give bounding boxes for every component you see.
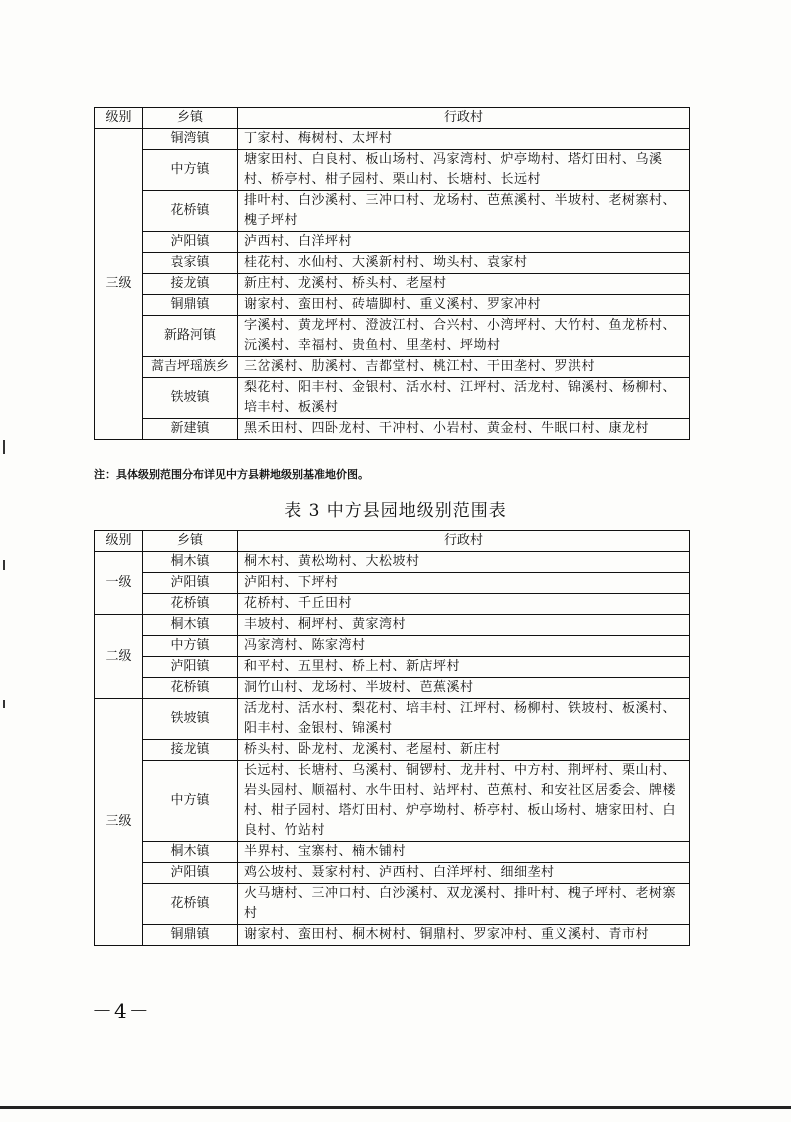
villages-cell: 塘家田村、白良村、板山场村、冯家湾村、炉亭坳村、塔灯田村、乌溪村、桥亭村、柑子园村、栗山村、长塘村、长远村	[238, 150, 690, 191]
town-cell: 袁家镇	[143, 253, 238, 274]
table-row	[95, 863, 690, 884]
town-cell: 桐木镇	[143, 615, 238, 636]
table-row	[95, 678, 690, 699]
villages-cell: 梨花村、阳丰村、金银村、活水村、江坪村、活龙村、锦溪村、杨柳村、培丰村、板溪村	[238, 378, 690, 419]
scan-speck	[3, 560, 5, 570]
table-row	[95, 636, 690, 657]
table-row	[95, 573, 690, 594]
header-level: 级别	[95, 531, 143, 552]
table-row	[95, 615, 690, 636]
table-row	[95, 552, 690, 573]
table-row	[95, 150, 690, 191]
table-row	[95, 232, 690, 253]
villages-cell: 三岔溪村、肋溪村、吉都堂村、桃江村、干田垄村、罗洪村	[238, 357, 690, 378]
villages-cell: 洞竹山村、龙场村、半坡村、芭蕉溪村	[238, 678, 690, 699]
town-cell: 新路河镇	[143, 316, 238, 357]
town-cell: 接龙镇	[143, 740, 238, 761]
town-cell: 泸阳镇	[143, 657, 238, 678]
villages-cell: 丁家村、梅树村、太坪村	[238, 129, 690, 150]
table-row	[95, 419, 690, 440]
header-town: 乡镇	[143, 531, 238, 552]
town-cell: 中方镇	[143, 636, 238, 657]
town-cell: 铁坡镇	[143, 699, 238, 740]
town-cell: 中方镇	[143, 150, 238, 191]
table-row	[95, 699, 690, 740]
town-cell: 泸阳镇	[143, 863, 238, 884]
town-cell: 铜湾镇	[143, 129, 238, 150]
villages-cell: 活龙村、活水村、梨花村、培丰村、江坪村、杨柳村、铁坡村、板溪村、阳丰村、金银村、锦溪村	[238, 699, 690, 740]
villages-cell: 黑禾田村、四卧龙村、干冲村、小岩村、黄金村、牛眠口村、康龙村	[238, 419, 690, 440]
table-row	[95, 274, 690, 295]
villages-cell: 长远村、长塘村、乌溪村、铜锣村、龙井村、中方村、荆坪村、栗山村、岩头园村、顺福村、水牛田村、站坪村、芭蕉村、和安社区居委会、牌楼村、柑子园村、塔灯田村、炉亭坳村、桥亭村、板山场村、塘家田村、白良村、竹站村	[238, 761, 690, 842]
town-cell: 桐木镇	[143, 552, 238, 573]
header-villages: 行政村	[238, 531, 690, 552]
town-cell: 接龙镇	[143, 274, 238, 295]
villages-cell: 桐木村、黄松坳村、大松坡村	[238, 552, 690, 573]
town-cell: 中方镇	[143, 761, 238, 842]
villages-cell: 字溪村、黄龙坪村、澄波江村、合兴村、小湾坪村、大竹村、鱼龙桥村、沅溪村、幸福村、贵鱼村、里垄村、坪坳村	[238, 316, 690, 357]
town-cell: 泸阳镇	[143, 573, 238, 594]
table-3-orchard-level-range	[94, 530, 690, 946]
table-row	[95, 191, 690, 232]
table-3-caption: 表 3 中方县园地级别范围表	[284, 501, 507, 521]
table-note: 注：具体级别范围分布详见中方县耕地级别基准地价图。	[94, 468, 369, 481]
level-cell: 三级	[95, 699, 143, 946]
level-cell: 一级	[95, 552, 143, 615]
table-row	[95, 253, 690, 274]
villages-cell: 谢家村、蛮田村、砖墙脚村、重义溪村、罗家冲村	[238, 295, 690, 316]
header-level: 级别	[95, 108, 143, 129]
town-cell: 桐木镇	[143, 842, 238, 863]
town-cell: 泸阳镇	[143, 232, 238, 253]
villages-cell: 鸡公坡村、聂家村村、泸西村、白洋坪村、细细垄村	[238, 863, 690, 884]
header-villages: 行政村	[238, 108, 690, 129]
town-cell: 花桥镇	[143, 191, 238, 232]
table-row	[95, 594, 690, 615]
level-cell: 二级	[95, 615, 143, 699]
table-row	[95, 378, 690, 419]
bottom-rule	[0, 1106, 791, 1109]
level-cell: 三级	[95, 129, 143, 440]
villages-cell: 火马塘村、三冲口村、白沙溪村、双龙溪村、排叶村、槐子坪村、老树寨村	[238, 884, 690, 925]
table-row	[95, 657, 690, 678]
villages-cell: 和平村、五里村、桥上村、新店坪村	[238, 657, 690, 678]
page-number: －4－	[92, 999, 151, 1023]
villages-cell: 新庄村、龙溪村、桥头村、老屋村	[238, 274, 690, 295]
table-row	[95, 295, 690, 316]
villages-cell: 半界村、宝寨村、楠木铺村	[238, 842, 690, 863]
town-cell: 花桥镇	[143, 594, 238, 615]
table-header-row	[95, 531, 690, 552]
table-row	[95, 842, 690, 863]
villages-cell: 桂花村、水仙村、大溪新村村、坳头村、袁家村	[238, 253, 690, 274]
town-cell: 新建镇	[143, 419, 238, 440]
table-row	[95, 316, 690, 357]
villages-cell: 丰坡村、桐坪村、黄家湾村	[238, 615, 690, 636]
header-town: 乡镇	[143, 108, 238, 129]
scan-speck	[3, 700, 5, 708]
town-cell: 蒿吉坪瑶族乡	[143, 357, 238, 378]
table-header-row	[95, 108, 690, 129]
scan-speck	[3, 440, 5, 454]
villages-cell: 泸阳村、下坪村	[238, 573, 690, 594]
town-cell: 铜鼎镇	[143, 295, 238, 316]
villages-cell: 花桥村、千丘田村	[238, 594, 690, 615]
town-cell: 铜鼎镇	[143, 925, 238, 946]
town-cell: 花桥镇	[143, 678, 238, 699]
town-cell: 花桥镇	[143, 884, 238, 925]
table-row	[95, 129, 690, 150]
table-row	[95, 884, 690, 925]
villages-cell: 桥头村、卧龙村、龙溪村、老屋村、新庄村	[238, 740, 690, 761]
villages-cell: 谢家村、蛮田村、桐木树村、铜鼎村、罗家冲村、重义溪村、青市村	[238, 925, 690, 946]
villages-cell: 泸西村、白洋坪村	[238, 232, 690, 253]
table-row	[95, 925, 690, 946]
town-cell: 铁坡镇	[143, 378, 238, 419]
table-row	[95, 761, 690, 842]
table-row	[95, 740, 690, 761]
villages-cell: 冯家湾村、陈家湾村	[238, 636, 690, 657]
table-2-level-range	[94, 107, 690, 440]
villages-cell: 排叶村、白沙溪村、三冲口村、龙场村、芭蕉溪村、半坡村、老树寨村、槐子坪村	[238, 191, 690, 232]
table-row	[95, 357, 690, 378]
